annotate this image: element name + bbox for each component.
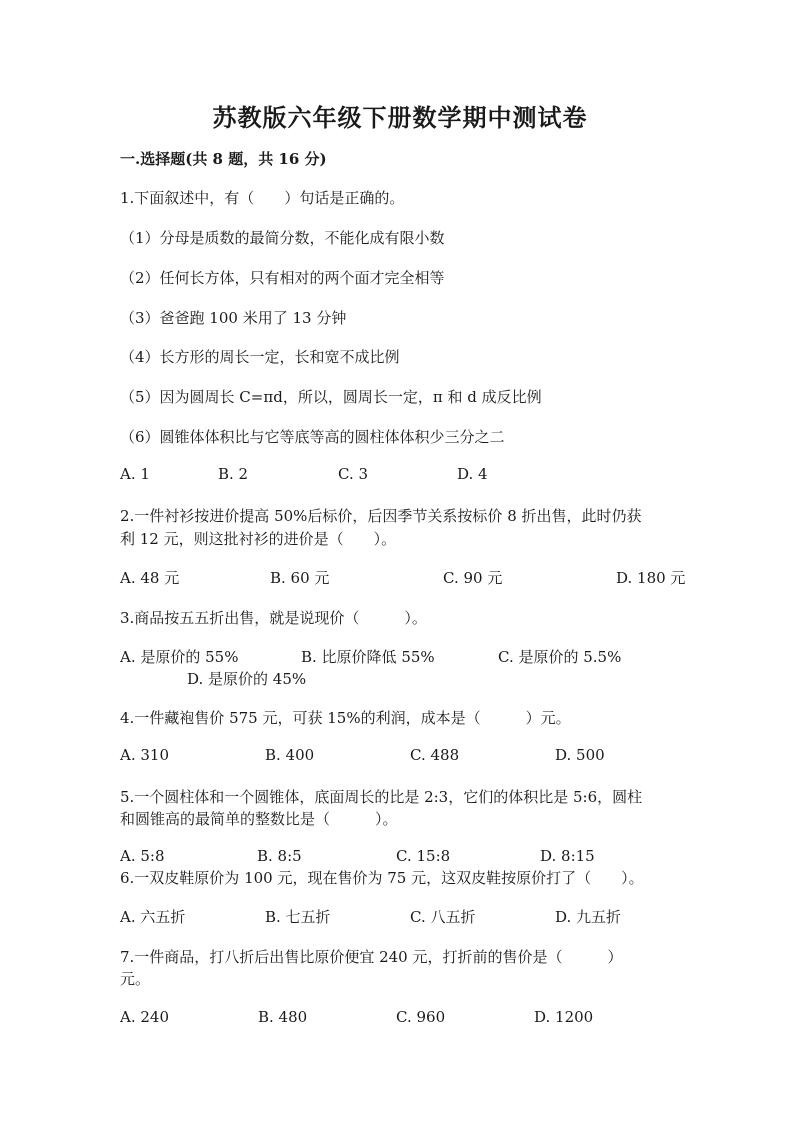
question-2-option-b: B. 60 元: [270, 569, 330, 587]
question-2-stem-cont: 利 12 元，则这批衬衫的进价是（ ）。: [120, 530, 397, 548]
question-1-statement: （1）分母是质数的最简分数，不能化成有限小数: [120, 229, 445, 247]
question-1-statement: （4）长方形的周长一定，长和宽不成比例: [120, 348, 400, 366]
question-4-option-c: C. 488: [410, 746, 460, 764]
question-5-stem-cont: 和圆锥高的最简单的整数比是（ ）。: [120, 810, 398, 828]
question-5-option-c: C. 15:8: [396, 847, 451, 865]
question-6-option-a: A. 六五折: [120, 908, 186, 926]
question-6-option-b: B. 七五折: [265, 908, 331, 926]
question-6-stem: 6.一双皮鞋原价为 100 元，现在售价为 75 元，这双皮鞋按原价打了（ ）。: [120, 869, 644, 887]
question-7-stem-cont: 元。: [120, 970, 151, 988]
question-2-option-a: A. 48 元: [120, 569, 180, 587]
question-1-option-a: A. 1: [120, 465, 150, 483]
question-3-option-a: A. 是原价的 55%: [120, 648, 239, 666]
question-1-stem: 1.下面叙述中，有（ ）句话是正确的。: [120, 189, 405, 207]
question-4-option-d: D. 500: [555, 746, 605, 764]
question-1-statement: （3）爸爸跑 100 米用了 13 分钟: [120, 309, 347, 327]
question-1-statement: （2）任何长方体，只有相对的两个面才完全相等: [120, 269, 445, 287]
question-7-stem: 7.一件商品，打八折后出售比原价便宜 240 元，打折前的售价是（ ）: [120, 948, 623, 966]
question-5-stem: 5.一个圆柱体和一个圆锥体，底面周长的比是 2:3，它们的体积比是 5:6，圆柱: [120, 788, 643, 806]
question-3-stem: 3.商品按五五折出售，就是说现价（ ）。: [120, 609, 427, 627]
question-1-statement: （5）因为圆周长 C=πd，所以，圆周长一定，π 和 d 成反比例: [120, 388, 542, 406]
section-heading: 一.选择题(共 8 题，共 16 分): [120, 150, 327, 168]
question-1-option-d: D. 4: [457, 465, 488, 483]
question-5-option-d: D. 8:15: [540, 847, 595, 865]
question-2-stem: 2.一件衬衫按进价提高 50%后标价，后因季节关系按标价 8 折出售，此时仍获: [120, 507, 642, 525]
question-5-option-b: B. 8:5: [257, 847, 302, 865]
question-2-option-d: D. 180 元: [616, 569, 686, 587]
question-7-option-c: C. 960: [396, 1008, 446, 1026]
question-6-option-c: C. 八五折: [410, 908, 476, 926]
question-6-option-d: D. 九五折: [555, 908, 622, 926]
question-4-option-b: B. 400: [265, 746, 315, 764]
question-3-option-d: D. 是原价的 45%: [187, 670, 307, 688]
question-3-option-c: C. 是原价的 5.5%: [498, 648, 622, 666]
question-1-option-b: B. 2: [218, 465, 249, 483]
question-1-statement: （6）圆锥体体积比与它等底等高的圆柱体体积少三分之二: [120, 428, 505, 446]
page-title: 苏教版六年级下册数学期中测试卷: [212, 103, 588, 132]
question-3-option-b: B. 比原价降低 55%: [301, 648, 435, 666]
question-2-option-c: C. 90 元: [443, 569, 503, 587]
question-4-stem: 4.一件藏袍售价 575 元，可获 15%的利润，成本是（ ）元。: [120, 709, 571, 727]
question-7-option-a: A. 240: [120, 1008, 169, 1026]
question-4-option-a: A. 310: [120, 746, 169, 764]
question-1-option-c: C. 3: [338, 465, 369, 483]
question-7-option-d: D. 1200: [534, 1008, 594, 1026]
question-7-option-b: B. 480: [258, 1008, 308, 1026]
question-5-option-a: A. 5:8: [120, 847, 165, 865]
